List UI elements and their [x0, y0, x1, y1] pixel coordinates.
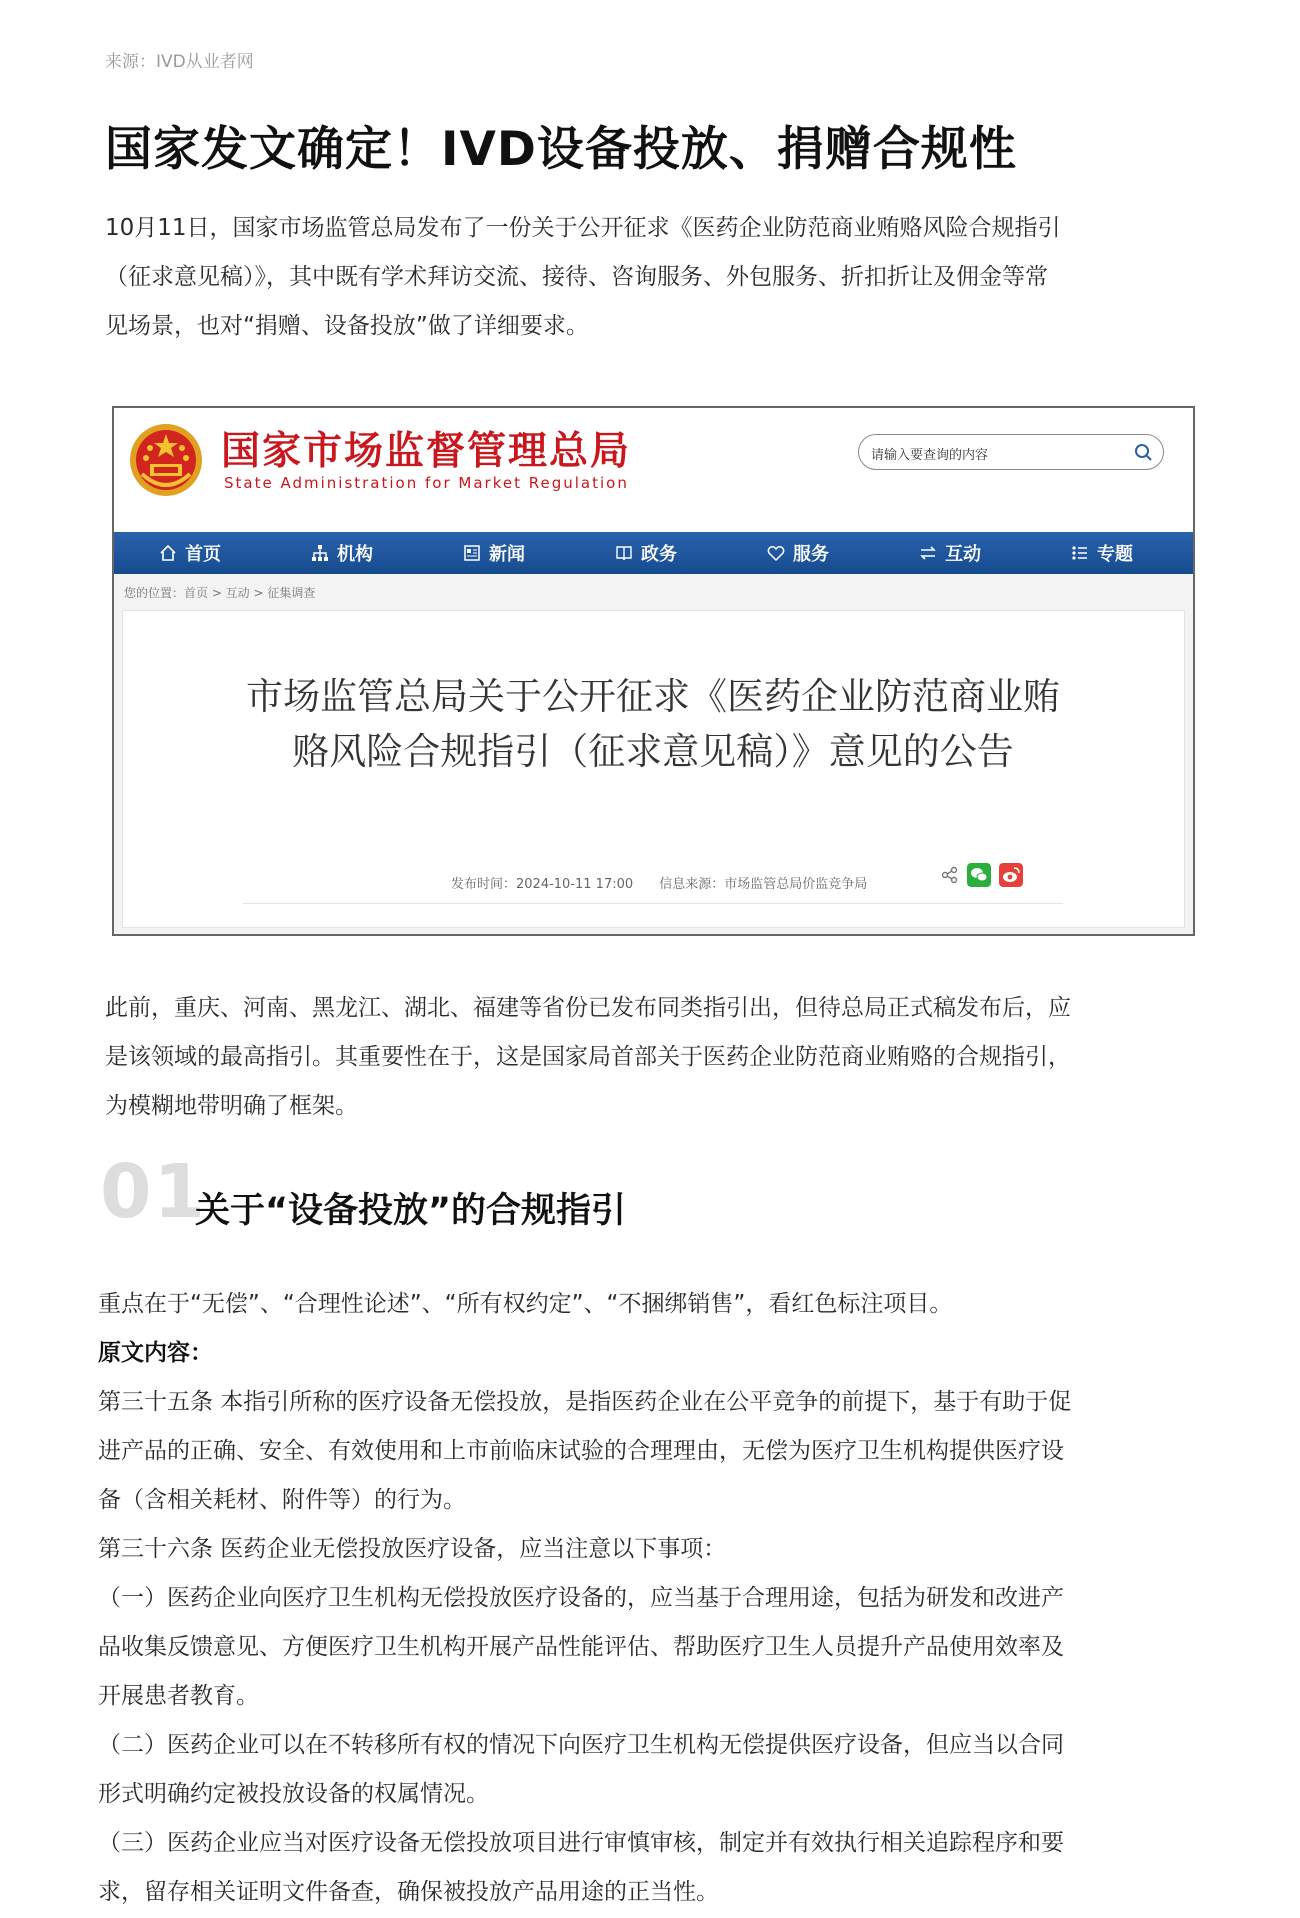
national-emblem-icon	[128, 422, 204, 498]
nav-label: 专题	[1097, 544, 1133, 565]
headline: 国家发文确定！IVD设备投放、捐赠合规性	[105, 122, 1017, 177]
search-icon[interactable]	[1133, 442, 1153, 462]
nav-item-topics[interactable]	[1026, 540, 1178, 566]
focus-line: 重点在于“无偿”、“合理性论述”、“所有权约定”、“不捆绑销售”，看红色标注项目。	[98, 1291, 953, 1317]
nav-label: 机构	[337, 544, 373, 565]
nav-item-home[interactable]	[114, 540, 266, 566]
nav-label: 服务	[793, 544, 829, 565]
intro-paragraph	[105, 204, 1215, 351]
body-line: 品收集反馈意见、方便医疗卫生机构开展产品性能评估、帮助医疗卫生人员提升产品使用效率及	[98, 1634, 1064, 1660]
nav-label: 政务	[641, 544, 677, 565]
newspaper-icon	[463, 544, 481, 562]
heart-icon	[767, 544, 785, 562]
nav-label: 新闻	[489, 544, 525, 565]
nav-item-affairs[interactable]	[570, 540, 722, 566]
body-line: 求，留存相关证明文件备查，确保被投放产品用途的正当性。	[98, 1879, 719, 1905]
search-placeholder: 请输入要查询的内容	[871, 448, 989, 463]
context-line: 是该领域的最高指引。其重要性在于，这是国家局首部关于医药企业防范商业贿赂的合规指引，	[105, 1044, 1071, 1070]
list-icon	[1071, 544, 1089, 562]
share-icon[interactable]	[941, 866, 959, 884]
nav-label: 互动	[945, 544, 981, 565]
weibo-icon[interactable]	[999, 863, 1023, 887]
article-card	[122, 610, 1185, 928]
org-chart-icon	[311, 544, 329, 562]
book-icon	[615, 544, 633, 562]
site-nav	[114, 532, 1193, 574]
embedded-screenshot	[112, 406, 1195, 936]
breadcrumb: 您的位置：首页 > 互动 > 征集调查	[124, 586, 316, 600]
original-label: 原文内容：	[98, 1340, 213, 1366]
body-line: 第三十五条 本指引所称的医疗设备无偿投放，是指医药企业在公平竞争的前提下，基于有助于促	[98, 1389, 1072, 1415]
body-line: 备（含相关耗材、附件等）的行为。	[98, 1487, 466, 1513]
body-line: （三）医药企业应当对医疗设备无偿投放项目进行审慎审核，制定并有效执行相关追踪程序和要	[98, 1830, 1064, 1856]
nav-item-org[interactable]	[266, 540, 418, 566]
article-meta	[451, 873, 889, 892]
section-body	[98, 1280, 1218, 1917]
wechat-icon[interactable]	[967, 863, 991, 887]
context-line: 此前，重庆、河南、黑龙江、湖北、福建等省份已发布同类指引出，但待总局正式稿发布后，应	[105, 995, 1071, 1021]
intro-line: 见场景，也对“捐赠、设备投放”做了详细要求。	[105, 313, 589, 339]
nav-item-news[interactable]	[418, 540, 570, 566]
share-bar	[941, 863, 1023, 887]
body-line: 形式明确约定被投放设备的权属情况。	[98, 1781, 489, 1807]
exchange-arrows-icon	[919, 544, 937, 562]
context-line: 为模糊地带明确了框架。	[105, 1093, 358, 1119]
nav-item-interact[interactable]	[874, 540, 1026, 566]
site-search-box[interactable]	[858, 434, 1164, 470]
body-line: 开展患者教育。	[98, 1683, 259, 1709]
context-paragraph	[105, 984, 1215, 1131]
body-line: 进产品的正确、安全、有效使用和上市前临床试验的合理理由，无偿为医疗卫生机构提供医疗设	[98, 1438, 1064, 1464]
site-subtitle: State Administration for Market Regulation	[224, 474, 629, 492]
nav-item-service[interactable]	[722, 540, 874, 566]
publish-time: 发布时间：2024-10-11 17:00	[451, 877, 634, 892]
intro-line: 10月11日，国家市场监管总局发布了一份关于公开征求《医药企业防范商业贿赂风险合规指引	[105, 215, 1061, 241]
home-icon	[159, 544, 177, 562]
site-header	[114, 408, 1193, 532]
section-title: 关于“设备投放”的合规指引	[195, 1191, 627, 1231]
source-label: 来源：IVD从业者网	[105, 52, 254, 72]
article-title: 市场监管总局关于公开征求《医药企业防范商业贿赂风险合规指引（征求意见稿）》意见的公告	[246, 675, 1060, 773]
divider	[243, 903, 1063, 904]
info-source: 信息来源：市场监管总局价监竞争局	[659, 877, 868, 892]
section-number: 01	[100, 1149, 207, 1235]
nav-label: 首页	[185, 544, 221, 565]
body-line: （二）医药企业可以在不转移所有权的情况下向医疗卫生机构无偿提供医疗设备，但应当以合同	[98, 1732, 1064, 1758]
intro-line: （征求意见稿）》，其中既有学术拜访交流、接待、咨询服务、外包服务、折扣折让及佣金等常	[105, 264, 1048, 290]
body-line: （一）医药企业向医疗卫生机构无偿投放医疗设备的，应当基于合理用途，包括为研发和改进产	[98, 1585, 1064, 1611]
site-title: 国家市场监督管理总局	[221, 428, 632, 474]
body-line: 第三十六条 医药企业无偿投放医疗设备，应当注意以下事项：	[98, 1536, 727, 1562]
